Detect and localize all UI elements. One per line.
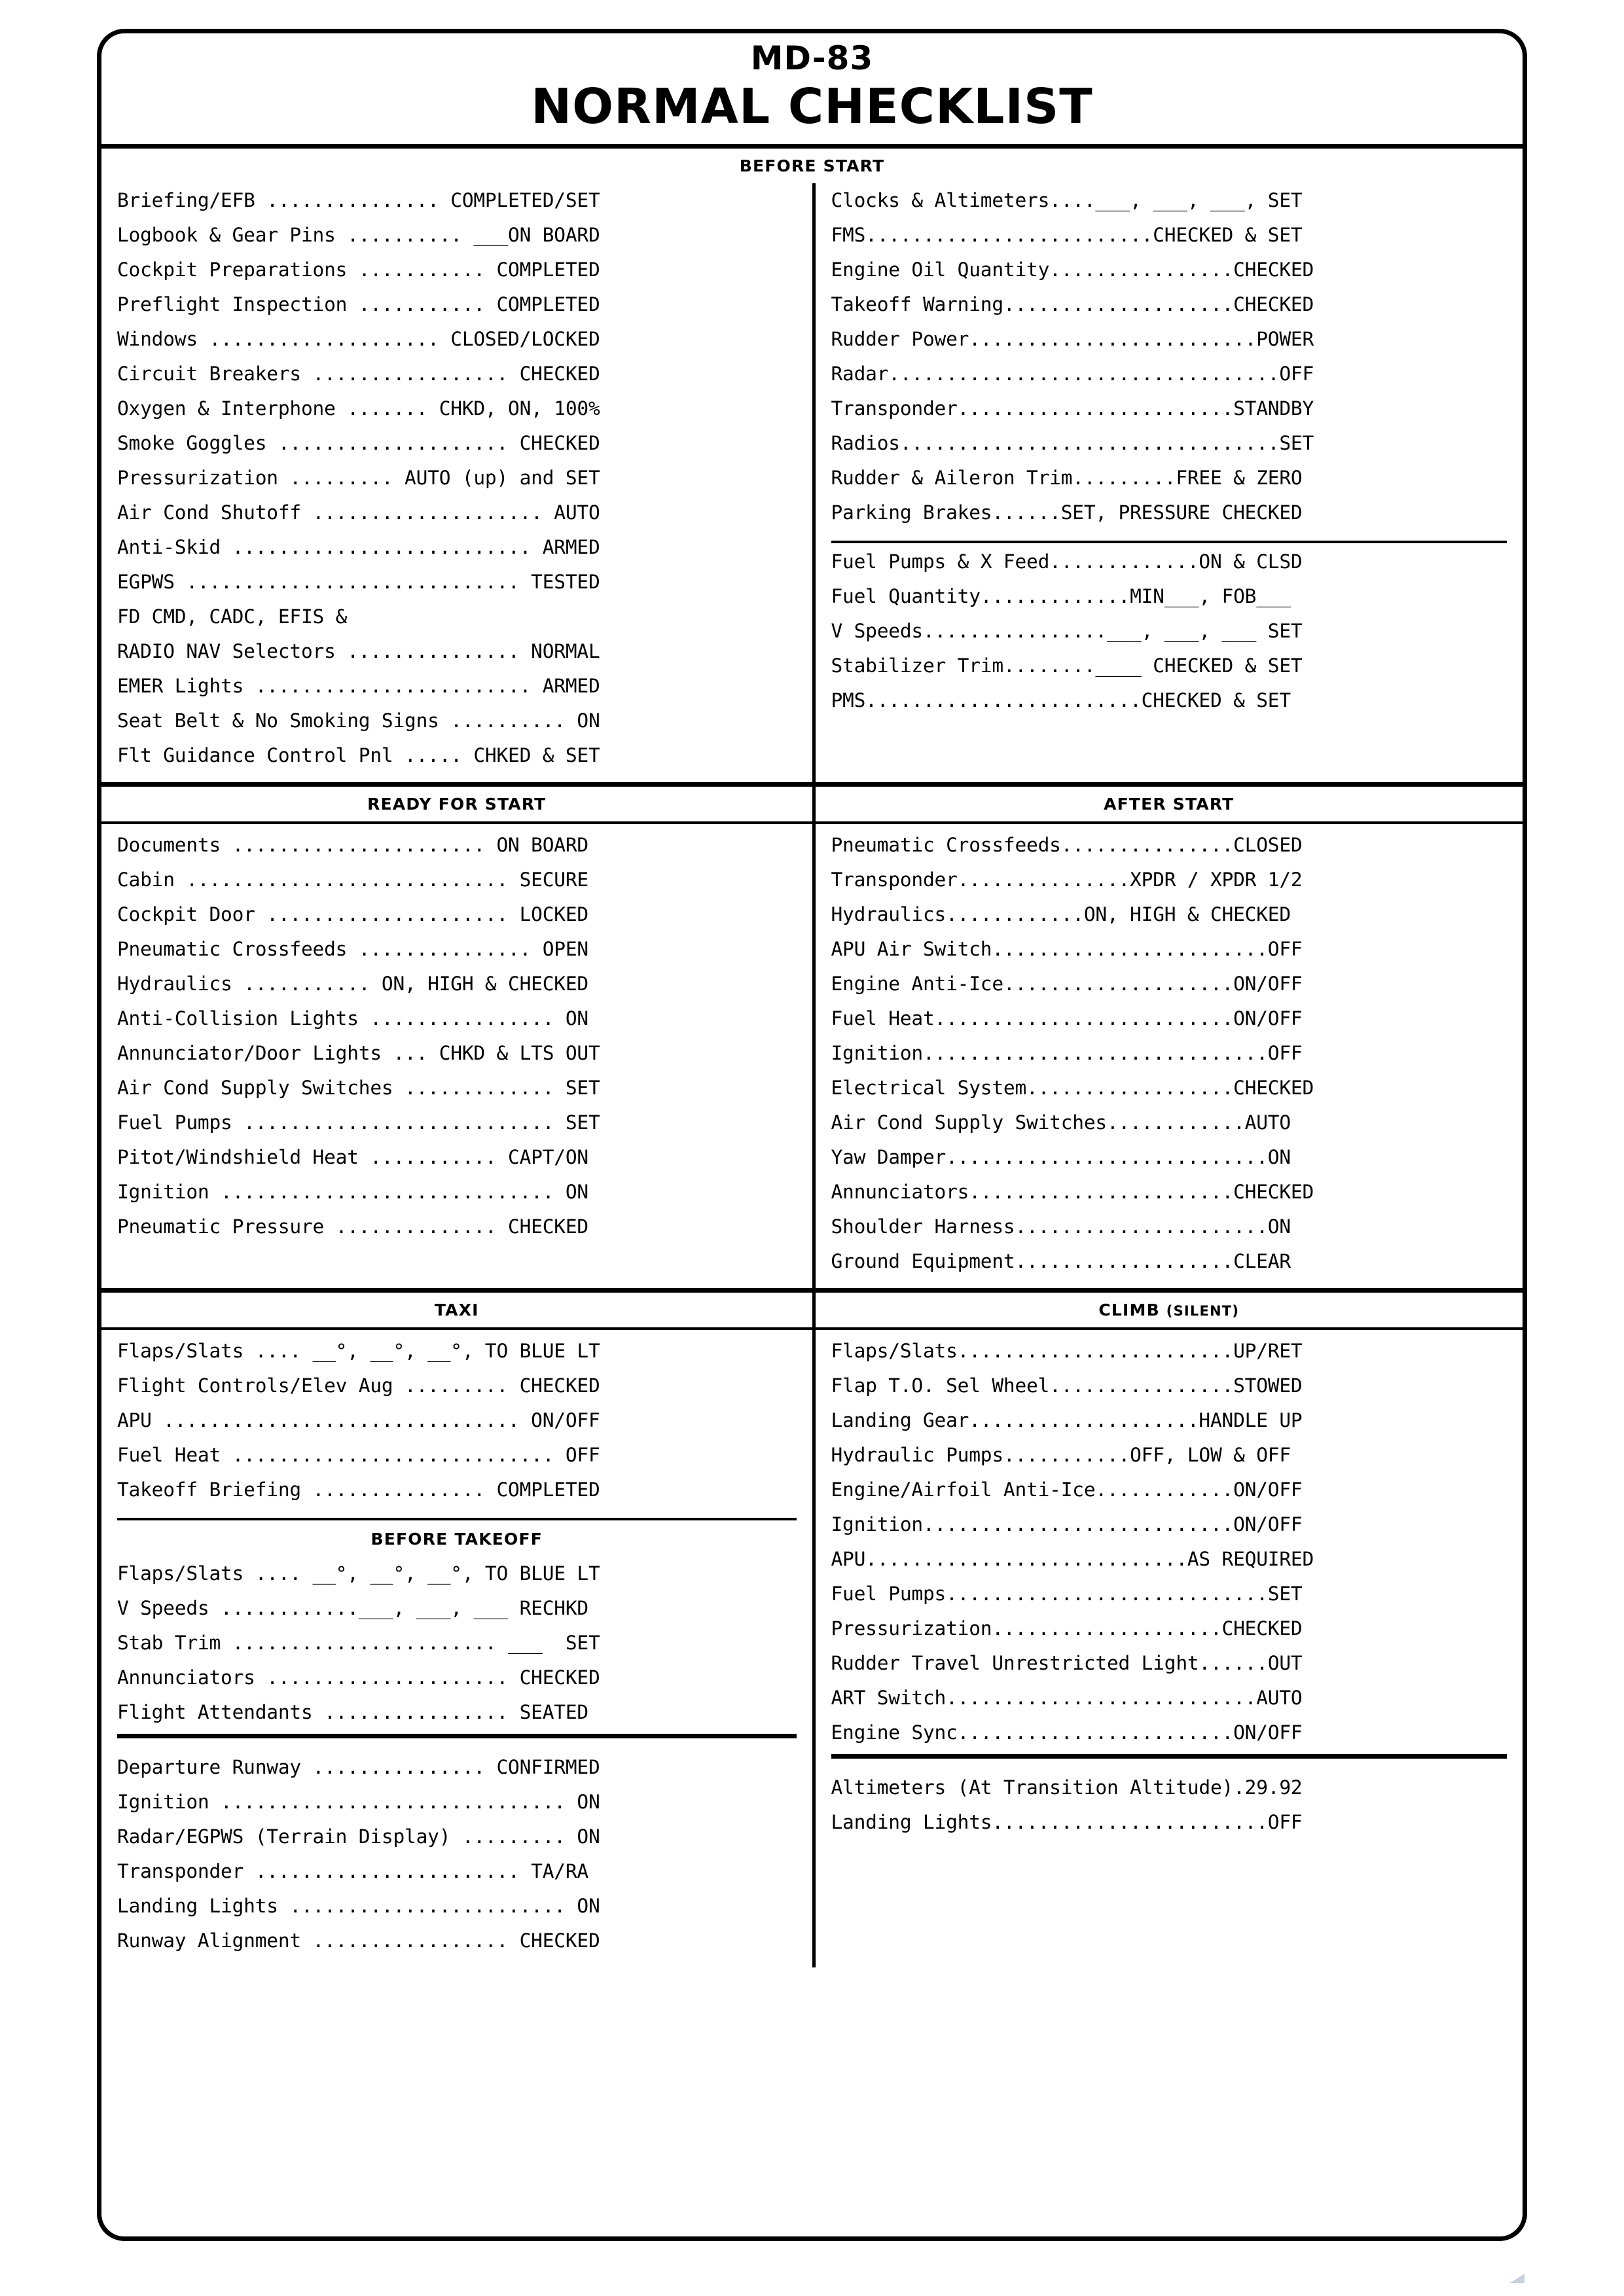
taxi-header <box>101 1293 812 1327</box>
list-item[interactable]: Cockpit Preparations ........... COMPLETED <box>117 258 600 281</box>
list-item[interactable]: Engine Anti-Ice....................ON/OFF <box>831 972 1303 995</box>
climb-column <box>812 1330 1523 1967</box>
list-item[interactable]: Hydraulics............ON, HIGH & CHECKED <box>831 903 1291 925</box>
list-item[interactable]: Pressurization....................CHECKED <box>831 1617 1303 1640</box>
climb-list-bottom <box>831 1770 1507 1849</box>
section-headers-row-2 <box>101 782 1523 824</box>
section-title-ready-for-start: READY FOR START <box>367 794 547 814</box>
list-item[interactable]: Anti-Collision Lights ................ ON <box>117 1007 588 1030</box>
list-item[interactable]: Cockpit Door ..................... LOCKED <box>117 903 588 925</box>
before-start-right-column <box>812 183 1523 782</box>
ready-for-start-header <box>101 787 812 821</box>
climb-header <box>812 1293 1523 1327</box>
list-item[interactable]: Documents ...................... ON BOARD <box>117 833 588 856</box>
checklist-card <box>97 29 1527 2241</box>
list-item[interactable]: Electrical System..................CHECKED <box>831 1076 1314 1099</box>
list-item[interactable]: Yaw Damper............................ON <box>831 1145 1291 1168</box>
list-item[interactable]: Radar/EGPWS (Terrain Display) ......... ON <box>117 1825 600 1848</box>
list-item[interactable]: APU ............................... ON/OFF <box>117 1408 600 1431</box>
climb-suffix: (SILENT) <box>1166 1302 1240 1319</box>
list-item[interactable]: Flaps/Slats .... __°, __°, __°, TO BLUE LT <box>117 1339 600 1362</box>
list-item[interactable]: Engine/Airfoil Anti-Ice............ON/OFF <box>831 1478 1303 1501</box>
list-item[interactable]: Parking Brakes......SET, PRESSURE CHECKED <box>831 501 1303 524</box>
taxi-column <box>101 1330 812 1967</box>
section-title-climb <box>816 1293 1523 1327</box>
list-item[interactable]: APU Air Switch........................OFF <box>831 937 1303 960</box>
row-3-columns <box>101 1330 1523 1967</box>
list-item[interactable]: Ignition ............................. ON <box>117 1180 588 1203</box>
list-item[interactable]: V Speeds ............___, ___, ___ RECHKD <box>117 1596 588 1619</box>
list-item[interactable]: ART Switch...........................AUTO <box>831 1686 1303 1709</box>
row-2-columns <box>101 824 1523 1288</box>
list-item[interactable]: FMS.........................CHECKED & SET <box>831 223 1303 246</box>
list-item[interactable]: PMS........................CHECKED & SET <box>831 689 1291 711</box>
divider <box>117 1518 797 1520</box>
list-item[interactable]: Transponder ....................... TA/RA <box>117 1859 588 1882</box>
page-corner-mark <box>1509 2272 1526 2284</box>
before-start-left-list <box>117 183 797 782</box>
list-item[interactable]: RADIO NAV Selectors ............... NORMAL <box>117 639 600 662</box>
list-item[interactable]: Pitot/Windshield Heat ........... CAPT/ON <box>117 1145 588 1168</box>
spacer <box>831 1759 1507 1770</box>
list-item[interactable]: Flight Attendants ................ SEATED <box>117 1700 588 1723</box>
list-item[interactable]: Pneumatic Pressure .............. CHECKED <box>117 1215 588 1238</box>
after-start-header <box>812 787 1523 821</box>
list-item[interactable]: Hydraulics ........... ON, HIGH & CHECKED <box>117 972 588 995</box>
list-item[interactable]: EGPWS ............................. TESTED <box>117 570 600 593</box>
before-start-columns <box>101 183 1523 782</box>
list-item[interactable]: Anti-Skid .......................... ARMED <box>117 535 600 558</box>
list-item[interactable]: APU............................AS REQUIRED <box>831 1547 1314 1570</box>
list-item[interactable]: Rudder & Aileron Trim.........FREE & ZERO <box>831 466 1303 489</box>
list-item[interactable]: Fuel Pumps............................SET <box>831 1582 1303 1605</box>
list-item[interactable]: Seat Belt & No Smoking Signs .......... ON <box>117 709 600 732</box>
list-item[interactable]: Flight Controls/Elev Aug ......... CHECKED <box>117 1374 600 1397</box>
before-start-left-column <box>101 183 812 782</box>
divider <box>831 541 1507 543</box>
list-item[interactable]: FD CMD, CADC, EFIS & <box>117 605 348 628</box>
list-item[interactable]: Landing Gear....................HANDLE UP <box>831 1408 1303 1431</box>
list-item[interactable]: Flap T.O. Sel Wheel................STOWED <box>831 1374 1303 1397</box>
list-item[interactable]: Air Cond Supply Switches............AUTO <box>831 1111 1291 1134</box>
list-item[interactable]: Fuel Heat..........................ON/OFF <box>831 1007 1303 1030</box>
list-item[interactable]: Fuel Pumps ........................... SET <box>117 1111 600 1134</box>
list-item[interactable]: Ignition...........................ON/OFF <box>831 1513 1303 1535</box>
before-start-right-list-bottom <box>831 545 1507 727</box>
list-item[interactable]: Shoulder Harness......................ON <box>831 1215 1291 1238</box>
list-item[interactable]: Circuit Breakers ................. CHECKED <box>117 362 600 385</box>
list-item[interactable]: Transponder........................STANDBY <box>831 397 1314 420</box>
page-title: NORMAL CHECKLIST <box>531 78 1093 135</box>
list-item[interactable]: Oxygen & Interphone ....... CHKD, ON, 100% <box>117 397 600 420</box>
before-start-right-list-top <box>831 183 1507 534</box>
list-item[interactable]: Ignition .............................. ON <box>117 1790 600 1813</box>
section-title-taxi: TAXI <box>434 1300 479 1319</box>
list-item[interactable]: Takeoff Briefing ............... COMPLETED <box>117 1478 600 1501</box>
aircraft-type: MD-83 <box>750 39 874 77</box>
list-item[interactable]: Landing Lights........................OFF <box>831 1810 1303 1833</box>
divider <box>831 1754 1507 1759</box>
ready-for-start-column <box>101 824 812 1288</box>
list-item[interactable]: Air Cond Supply Switches ............. SET <box>117 1076 600 1099</box>
list-item[interactable]: Rudder Power.........................POWER <box>831 327 1314 350</box>
list-item[interactable]: Altimeters (At Transition Altitude).29.92 <box>831 1776 1303 1799</box>
list-item[interactable]: Departure Runway ............... CONFIRMED <box>117 1755 600 1778</box>
list-item[interactable]: Air Cond Shutoff .................... AUTO <box>117 501 600 524</box>
spacer <box>117 1738 797 1750</box>
page-header <box>101 33 1523 149</box>
list-item[interactable]: Landing Lights ........................ ON <box>117 1894 600 1917</box>
section-title-before-takeoff: BEFORE TAKEOFF <box>370 1529 543 1549</box>
list-item[interactable]: Windows .................... CLOSED/LOCKED <box>117 327 600 350</box>
list-item[interactable]: Briefing/EFB ............... COMPLETED/SET <box>117 188 600 211</box>
list-item[interactable]: Cabin ............................ SECURE <box>117 868 588 891</box>
list-item[interactable]: Takeoff Warning....................CHECKED <box>831 293 1314 315</box>
climb-label: CLIMB <box>1098 1300 1160 1319</box>
list-item[interactable]: Flaps/Slats........................UP/RET <box>831 1339 1303 1362</box>
list-item[interactable]: Radar..................................OFF <box>831 362 1314 385</box>
list-item[interactable]: Preflight Inspection ........... COMPLETED <box>117 293 600 315</box>
list-item[interactable]: Clocks & Altimeters....___, ___, ___, SET <box>831 188 1303 211</box>
list-item[interactable]: Annunciators ..................... CHECKED <box>117 1666 600 1689</box>
list-item[interactable]: Logbook & Gear Pins .......... ___ON BOARD <box>117 223 600 246</box>
after-start-list <box>831 828 1507 1288</box>
section-title-after-start: AFTER START <box>1104 794 1235 814</box>
section-title-before-start: BEFORE START <box>739 156 885 175</box>
list-item[interactable]: Flaps/Slats .... __°, __°, __°, TO BLUE LT <box>117 1562 600 1585</box>
list-item[interactable]: Annunciator/Door Lights ... CHKD & LTS OUT <box>117 1041 600 1064</box>
list-item[interactable]: Fuel Heat ............................ OFF <box>117 1443 600 1466</box>
divider <box>117 1734 797 1738</box>
list-item[interactable]: Ground Equipment...................CLEAR <box>831 1249 1291 1272</box>
list-item[interactable]: Pressurization ......... AUTO (up) and SET <box>117 466 600 489</box>
climb-list-top <box>831 1334 1507 1754</box>
section-headers-row-3 <box>101 1288 1523 1330</box>
list-item[interactable]: Smoke Goggles .................... CHECKED <box>117 431 600 454</box>
list-item[interactable]: Fuel Quantity.............MIN___, FOB___ <box>831 584 1291 607</box>
list-item[interactable]: Transponder...............XPDR / XPDR 1/2 <box>831 868 1303 891</box>
list-item[interactable]: Runway Alignment ................. CHECKED <box>117 1929 600 1952</box>
list-item[interactable]: EMER Lights ........................ ARMED <box>117 674 600 697</box>
list-item[interactable]: Stabilizer Trim........____ CHECKED & SET <box>831 654 1303 677</box>
list-item[interactable]: Engine Sync........................ON/OFF <box>831 1721 1303 1744</box>
list-item[interactable]: Fuel Pumps & X Feed.............ON & CLSD <box>831 550 1303 573</box>
after-start-column <box>812 824 1523 1288</box>
list-item[interactable]: Stab Trim ....................... ___ SET <box>117 1631 600 1654</box>
before-takeoff-list-top <box>117 1556 797 1734</box>
list-item[interactable]: Annunciators.......................CHECKED <box>831 1180 1314 1203</box>
list-item[interactable]: Radios.................................SET <box>831 431 1314 454</box>
list-item[interactable]: Pneumatic Crossfeeds...............CLOSED <box>831 833 1303 856</box>
ready-for-start-list <box>117 828 797 1253</box>
list-item[interactable]: Ignition..............................OFF <box>831 1041 1303 1064</box>
list-item[interactable]: V Speeds................___, ___, ___ SET <box>831 619 1303 642</box>
list-item[interactable]: Hydraulic Pumps...........OFF, LOW & OFF <box>831 1443 1291 1466</box>
before-takeoff-list-bottom <box>117 1750 797 1967</box>
list-item[interactable]: Rudder Travel Unrestricted Light......OUT <box>831 1651 1303 1674</box>
taxi-list <box>117 1334 797 1511</box>
list-item[interactable]: Pneumatic Crossfeeds ............... OPEN <box>117 937 588 960</box>
list-item[interactable]: Flt Guidance Control Pnl ..... CHKED & SET <box>117 744 600 766</box>
list-item[interactable]: Engine Oil Quantity................CHECKED <box>831 258 1314 281</box>
